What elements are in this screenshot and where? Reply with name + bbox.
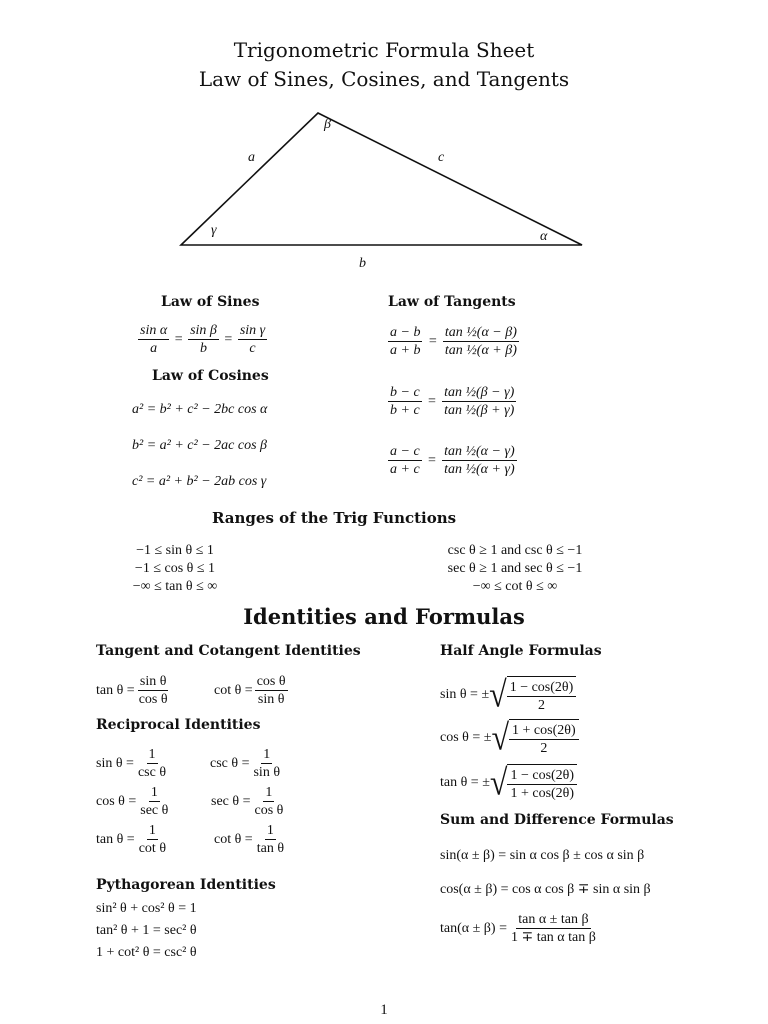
law-of-tangents-heading: Law of Tangents bbox=[388, 294, 516, 310]
law-of-tangents-eq2: $\frac{b - c}{b + c}$ = $\frac{\text{tan ½(β − γ)}}{\text{tan ½(β + γ)}}$ bbox=[390, 385, 515, 418]
page-subtitle: Law of Sines, Cosines, and Tangents bbox=[198, 67, 570, 91]
cotangent-identity: cot θ = $\frac{\text{cos θ}}{\text{sin θ}}$ bbox=[214, 674, 286, 707]
range-csc: csc θ ≥ 1 and csc θ ≤ −1 bbox=[447, 543, 583, 558]
law-of-tangents-eq1: $\frac{a - b}{a + b}$ = $\frac{\text{tan ½(α − β)}}{\text{tan ½(α + β)}}$ bbox=[390, 325, 517, 358]
identities-heading: Identities and Formulas bbox=[243, 604, 525, 629]
tangent-identity: tan θ = $\frac{\text{sin θ}}{\text{cos θ}}$ bbox=[96, 674, 168, 707]
reciprocal-cot: cot θ = $\frac{1}{\text{tan θ}}$ bbox=[214, 823, 285, 856]
reciprocal-sin: sin θ = $\frac{1}{\text{csc θ}}$ bbox=[96, 747, 167, 780]
side-c-label: c bbox=[438, 150, 445, 165]
range-cot: −∞ ≤ cot θ ≤ ∞ bbox=[472, 579, 558, 594]
reciprocal-cos: cos θ = $\frac{1}{\text{sec θ}}$ bbox=[96, 785, 169, 818]
sum-difference-cos: cos(α ± β) = cos α cos β ∓ sin α sin β bbox=[440, 882, 651, 897]
range-cos: −1 ≤ cos θ ≤ 1 bbox=[134, 561, 216, 576]
pythagorean-heading: Pythagorean Identities bbox=[96, 877, 276, 893]
side-a-label: a bbox=[248, 150, 255, 165]
side-b-label: b bbox=[359, 256, 366, 271]
ranges-right bbox=[420, 542, 610, 596]
half-angle-tan: tan θ = ± √ 1 − cos(2θ) 1 + cos(2θ) bbox=[440, 764, 577, 802]
sum-difference-tan: tan(α ± β) = $\frac{\text{tan α ± tan β}}{\text{1 ∓ tan α tan β}}$ bbox=[440, 912, 596, 945]
reciprocal-sec: sec θ = $\frac{1}{\text{cos θ}}$ bbox=[211, 785, 284, 818]
sum-difference-heading: Sum and Difference Formulas bbox=[440, 812, 674, 828]
ranges-heading: Ranges of the Trig Functions bbox=[212, 509, 457, 527]
law-of-cosines-eq3: c² = a² + b² − 2ab cos γ bbox=[132, 474, 267, 489]
law-of-cosines-eq2: b² = a² + c² − 2ac cos β bbox=[132, 438, 267, 453]
law-of-sines-heading: Law of Sines bbox=[161, 294, 260, 310]
reciprocal-tan: tan θ = $\frac{1}{\text{cot θ}}$ bbox=[96, 823, 167, 856]
angle-beta-label: β bbox=[324, 117, 331, 132]
triangle-shape bbox=[181, 113, 582, 245]
reciprocal-heading: Reciprocal Identities bbox=[96, 717, 261, 733]
half-angle-cos: cos θ = ± √ 1 + cos(2θ) 2 bbox=[440, 719, 579, 757]
half-angle-heading: Half Angle Formulas bbox=[440, 643, 602, 659]
range-tan: −∞ ≤ tan θ ≤ ∞ bbox=[132, 579, 218, 594]
law-of-sines-equation: $\frac{\text{sin α}}{a}$ = $\frac{\text{sin β}}{b}$ = $\frac{\text{sin γ}}{c}$ bbox=[140, 323, 266, 356]
pythagorean-eq3: 1 + cot² θ = csc² θ bbox=[96, 945, 197, 960]
angle-gamma-label: γ bbox=[211, 223, 217, 238]
law-of-cosines-eq1: a² = b² + c² − 2bc cos α bbox=[132, 402, 268, 417]
pythagorean-eq2: tan² θ + 1 = sec² θ bbox=[96, 923, 197, 938]
ranges-left bbox=[110, 542, 240, 596]
page-title: Trigonometric Formula Sheet bbox=[233, 38, 535, 62]
sum-difference-sin: sin(α ± β) = sin α cos β ± cos α sin β bbox=[440, 848, 645, 863]
range-sin: −1 ≤ sin θ ≤ 1 bbox=[136, 543, 214, 558]
triangle-diagram bbox=[0, 0, 768, 290]
half-angle-sin: sin θ = ± √ 1 − cos(2θ) 2 bbox=[440, 676, 576, 714]
angle-alpha-label: α bbox=[540, 229, 548, 244]
pythagorean-eq1: sin² θ + cos² θ = 1 bbox=[96, 901, 197, 916]
law-of-cosines-heading: Law of Cosines bbox=[152, 368, 269, 384]
reciprocal-csc: csc θ = $\frac{1}{\text{sin θ}}$ bbox=[210, 747, 281, 780]
page-number: 1 bbox=[380, 1002, 388, 1018]
range-sec: sec θ ≥ 1 and sec θ ≤ −1 bbox=[447, 561, 583, 576]
tangent-cotangent-heading: Tangent and Cotangent Identities bbox=[96, 643, 361, 659]
law-of-tangents-eq3: $\frac{a - c}{a + c}$ = $\frac{\text{tan ½(α − γ)}}{\text{tan ½(α + γ)}}$ bbox=[390, 444, 515, 477]
